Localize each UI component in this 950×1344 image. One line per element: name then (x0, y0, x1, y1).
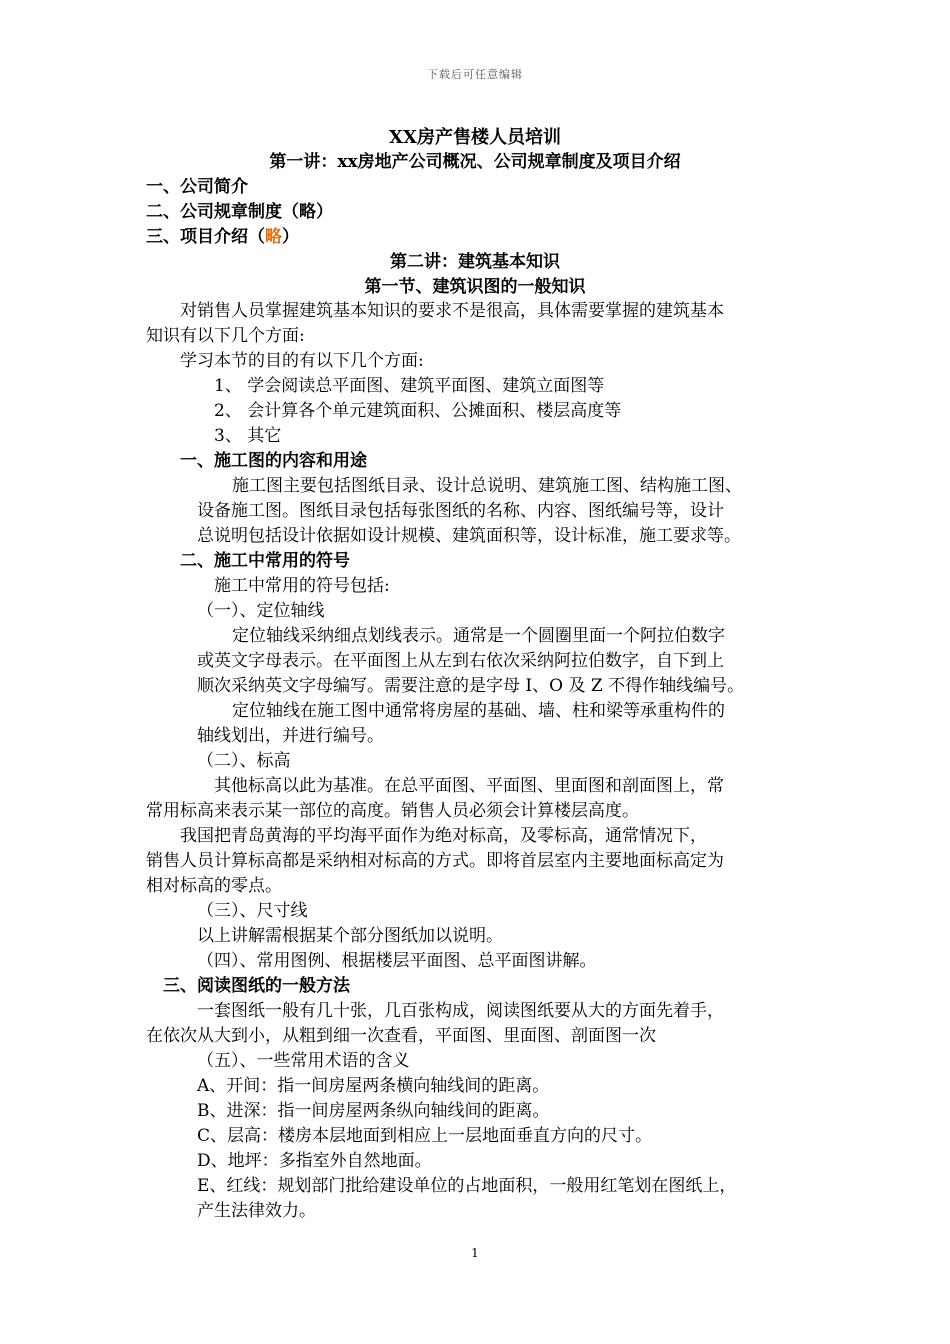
page-number: 1 (471, 1246, 479, 1260)
paragraph-line: 销售人员计算标高都是采纳相对标高的方式。即将首层室内主要地面标高定为 (146, 851, 724, 871)
paragraph-line: 对销售人员掌握建筑基本知识的要求不是很高，具体需要掌握的建筑基本 (180, 301, 724, 321)
paragraph-line: 轴线划出，并进行编号。 (197, 726, 384, 746)
subheading-dimension: （三）、尺寸线 (197, 901, 308, 921)
term-item: D、地坪：多指室外自然地面。 (197, 1151, 432, 1171)
subheading-elevation: （二）、标高 (197, 751, 291, 771)
term-item: B、进深：指一间房屋两条纵向轴线间的距离。 (197, 1101, 550, 1121)
term-item: A、开间：指一间房屋两条横向轴线间的距离。 (197, 1076, 550, 1096)
subheading-legend: （四）、常用图例、根据楼层平面图、总平面图讲解。 (197, 951, 597, 971)
paragraph-line: 顺次采纳英文字母编写。需要注意的是字母 I、O 及 Z 不得作轴线编号。 (197, 676, 745, 696)
heading-construction-drawings: 一、施工图的内容和用途 (180, 451, 367, 471)
heading-reading-method: 三、阅读图纸的一般方法 (163, 976, 350, 996)
paragraph-line: 施工中常用的符号包括: (214, 576, 390, 596)
omitted-highlight: 略 (265, 227, 282, 247)
list-item: 2、 会计算各个单元建筑面积、公摊面积、楼层高度等 (214, 401, 622, 421)
term-item: C、层高：楼房本层地面到相应上一层地面垂直方向的尺寸。 (197, 1126, 653, 1146)
paragraph-line: 或英文字母表示。在平面图上从左到右依次采纳阿拉伯数字，自下到上 (197, 651, 724, 671)
section-project-intro-text: 三、项目介绍（ (146, 227, 265, 247)
subheading-terms: （五）、一些常用术语的含义 (197, 1051, 410, 1071)
lecture-2-heading: 第二讲：建筑基本知识 (390, 252, 560, 272)
term-item: 产生法律效力。 (197, 1201, 316, 1221)
paragraph-line: 在依次从大到小，从粗到细一次查看，平面图、里面图、剖面图一次 (146, 1026, 656, 1046)
paragraph-line: 相对标高的零点。 (146, 876, 282, 896)
subheading-axis: （一）、定位轴线 (197, 601, 325, 621)
list-item: 1、 学会阅读总平面图、建筑平面图、建筑立面图等 (214, 376, 605, 396)
paragraph-line: 学习本节的目的有以下几个方面: (180, 351, 424, 371)
paragraph-line: 设备施工图。图纸目录包括每张图纸的名称、内容、图纸编号等，设计 (197, 501, 724, 521)
term-item: E、红线：规划部门批给建设单位的占地面积，一般用红笔划在图纸上， (197, 1176, 737, 1196)
paragraph-line: 以上讲解需根据某个部分图纸加以说明。 (197, 926, 503, 946)
paragraph-line: 其他标高以此为基准。在总平面图、平面图、里面图和剖面图上，常 (214, 776, 724, 796)
page-header: 下载后可任意编辑 (427, 68, 523, 81)
section-company-intro: 一、公司简介 (146, 177, 248, 197)
heading-common-symbols: 二、施工中常用的符号 (180, 551, 350, 571)
section-project-intro (146, 225, 299, 249)
paragraph-line: 定位轴线在施工图中通常将房屋的基础、墙、柱和梁等承重构件的 (232, 701, 725, 721)
paragraph-line: 常用标高来表示某一部位的高度。销售人员必须会计算楼层高度。 (146, 801, 639, 821)
paragraph-line: 施工图主要包括图纸目录、设计总说明、建筑施工图、结构施工图、 (232, 476, 742, 496)
paragraph-line: 定位轴线采纳细点划线表示。通常是一个圆圈里面一个阿拉伯数字 (232, 626, 725, 646)
section-project-intro-close: ） (282, 227, 299, 247)
document-title: XX房产售楼人员培训 (389, 127, 561, 148)
list-item: 3、 其它 (214, 426, 282, 446)
paragraph-line: 总说明包括设计依据如设计规模、建筑面积等，设计标准，施工要求等。 (197, 526, 741, 546)
section-company-rules: 二、公司规章制度（略） (146, 202, 333, 222)
paragraph-line: 知识有以下几个方面: (146, 326, 305, 346)
paragraph-line: 一套图纸一般有几十张，几百张构成，阅读图纸要从大的方面先着手， (197, 1001, 724, 1021)
paragraph-line: 我国把青岛黄海的平均海平面作为绝对标高，及零标高，通常情况下， (180, 826, 707, 846)
section-1-heading: 第一节、建筑识图的一般知识 (364, 277, 586, 297)
lecture-1-heading: 第一讲：xx房地产公司概况、公司规章制度及项目介绍 (269, 152, 681, 172)
